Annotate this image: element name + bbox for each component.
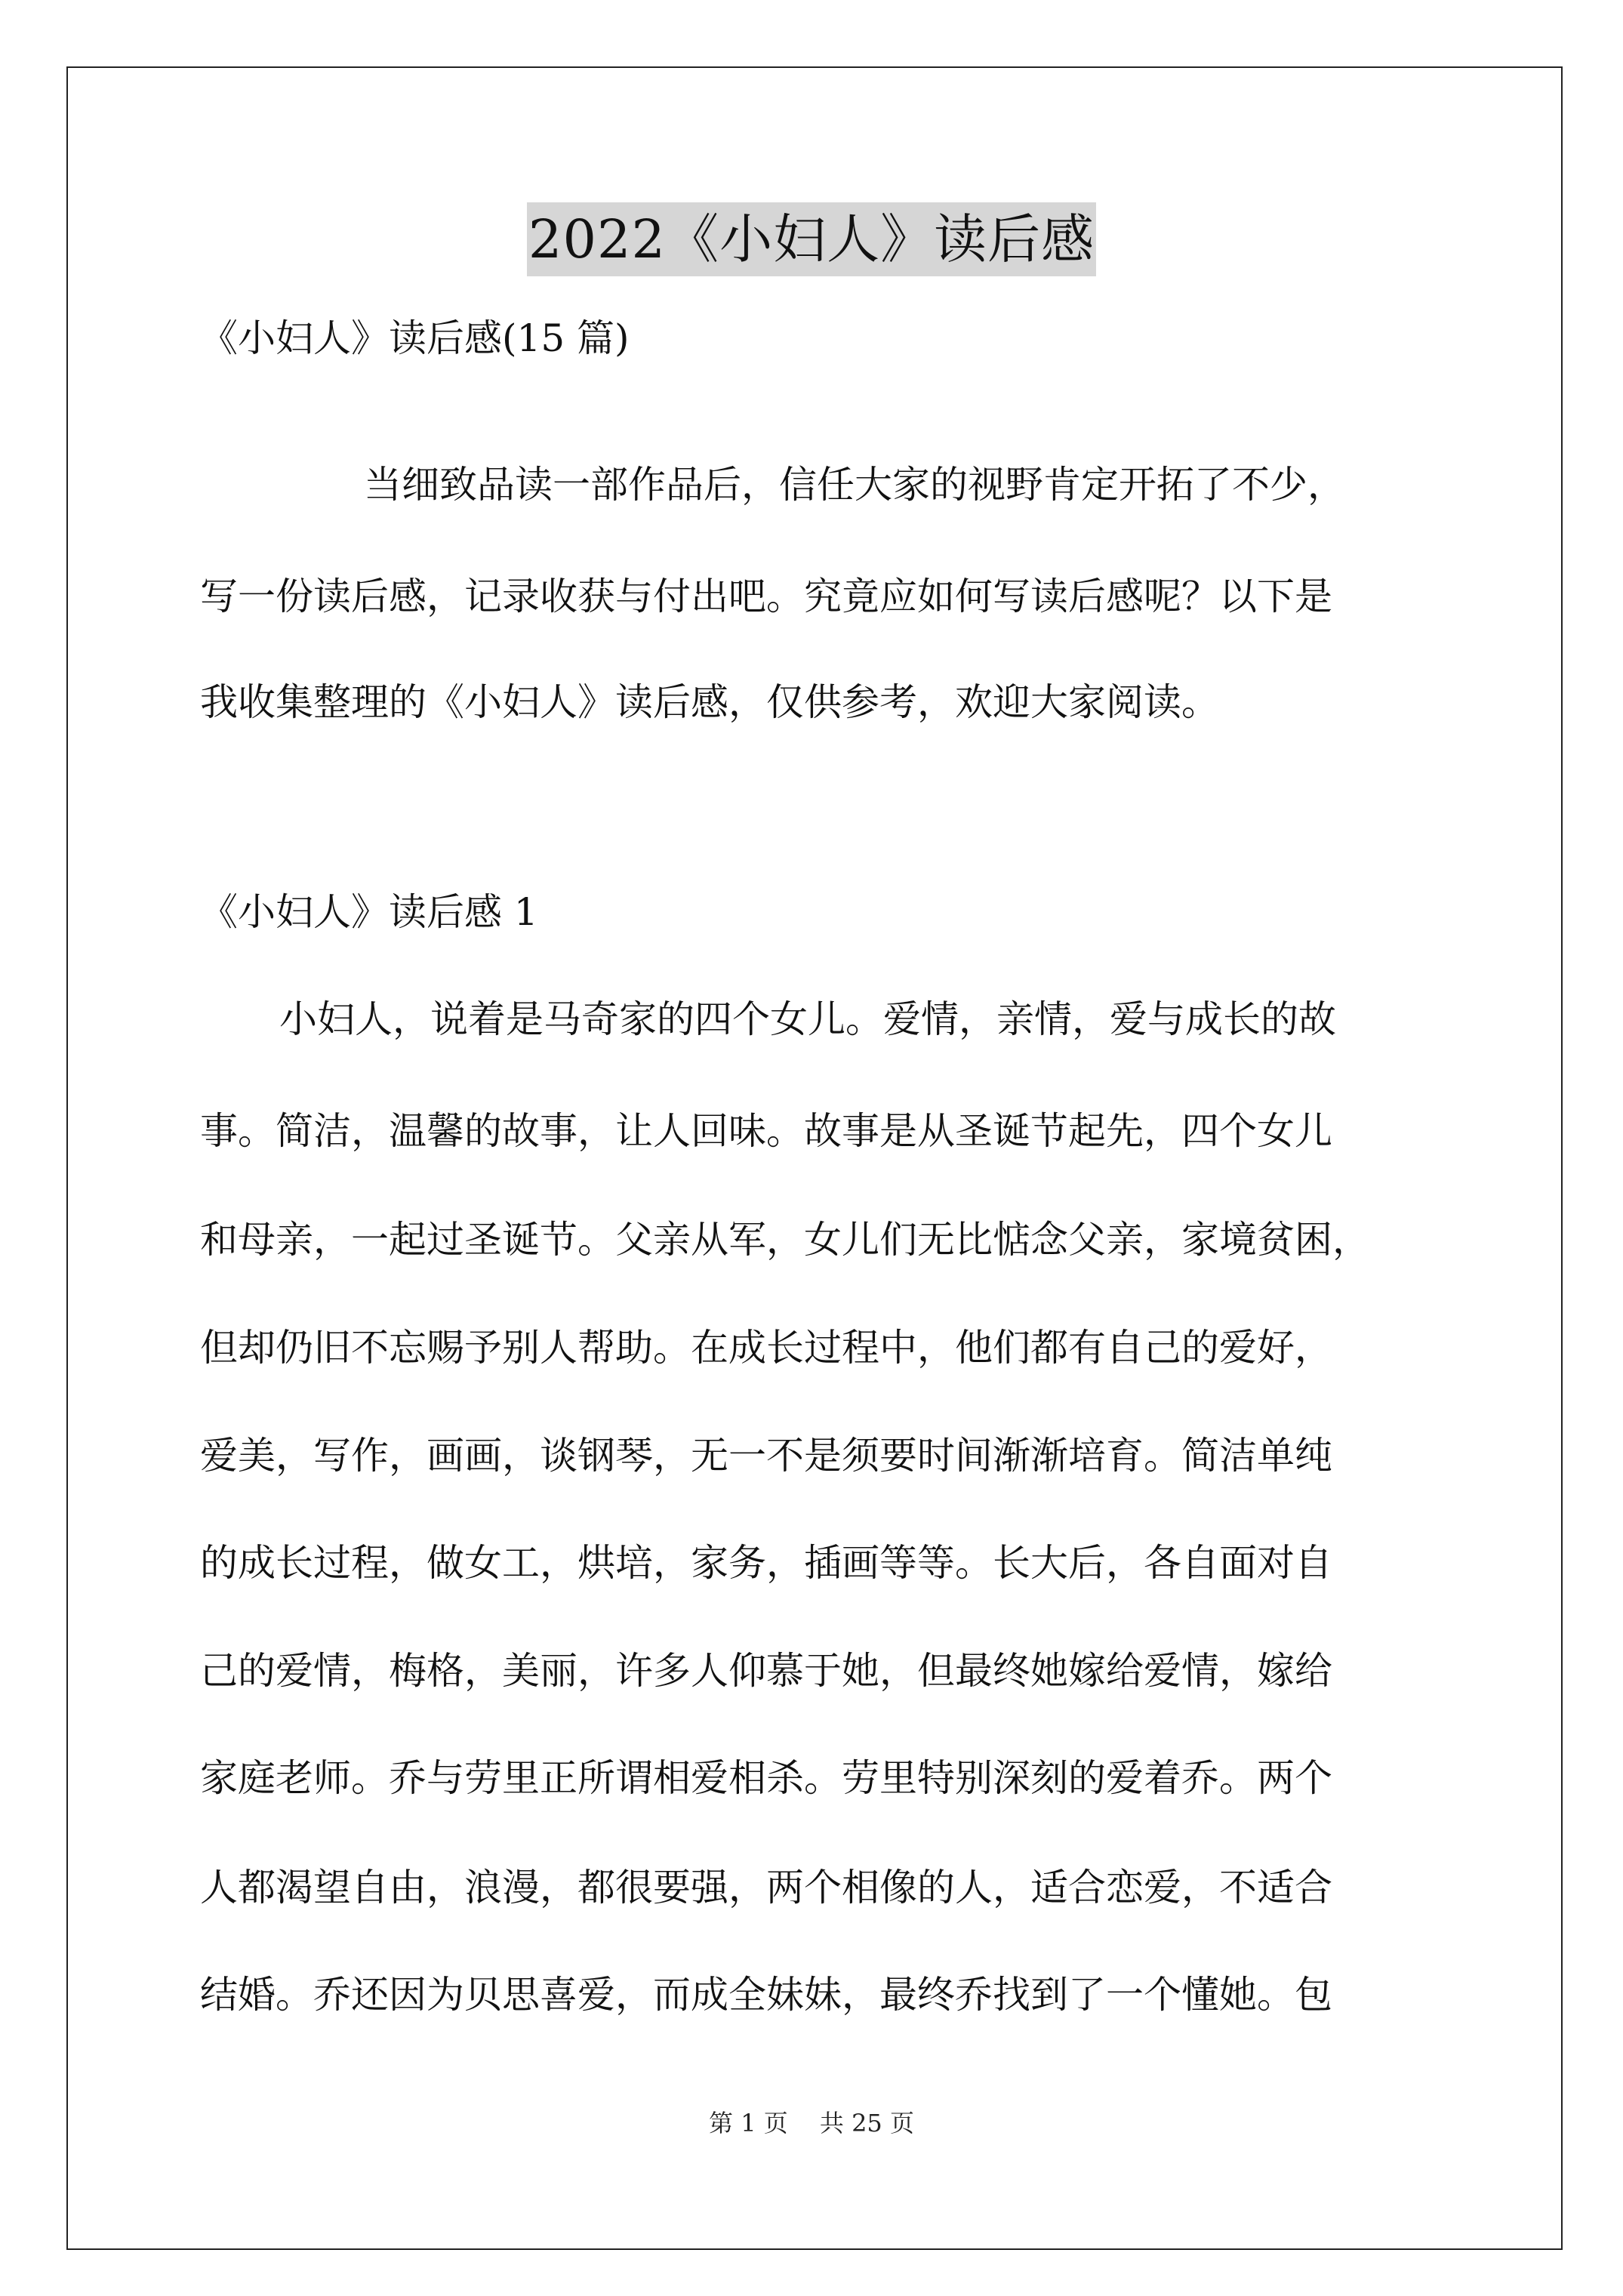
page-number-footer: 第 1 页 共 25 页: [709, 2109, 914, 2137]
section-heading: 《小妇人》读后感 1: [200, 890, 538, 934]
title-container: [0, 202, 1623, 276]
body-line: 己的爱情，梅格，美丽，许多人仰慕于她，但最终她嫁给爱情，嫁给: [200, 1649, 1332, 1693]
body-line: 爱美，写作，画画，谈钢琴，无一不是须要时间渐渐培育。简洁单纯: [200, 1434, 1332, 1478]
intro-line: 当细致品读一部作品后，信任大家的视野肯定开拓了不少，: [364, 463, 1345, 507]
intro-line: 我收集整理的《小妇人》读后感，仅供参考，欢迎大家阅读。: [200, 680, 1219, 724]
body-line: 人都渴望自由，浪漫，都很要强，两个相像的人，适合恋爱，不适合: [200, 1866, 1332, 1909]
body-line: 家庭老师。乔与劳里正所谓相爱相杀。劳里特别深刻的爱着乔。两个: [200, 1756, 1332, 1800]
body-line: 小妇人，说着是马奇家的四个女儿。爱情，亲情，爱与成长的故: [279, 997, 1336, 1041]
body-line: 事。简洁，温馨的故事，让人回味。故事是从圣诞节起先，四个女儿: [200, 1109, 1332, 1153]
document-title: 2022《小妇人》读后感: [527, 202, 1096, 276]
page-border: [66, 66, 1563, 2250]
intro-line: 写一份读后感，记录收获与付出吧。究竟应如何写读后感呢？以下是: [200, 575, 1332, 618]
body-line: 结婚。乔还因为贝思喜爱，而成全妹妹，最终乔找到了一个懂她。包: [200, 1973, 1332, 2017]
body-line: 的成长过程，做女工，烘培，家务，插画等等。长大后，各自面对自: [200, 1541, 1332, 1585]
document-subtitle: 《小妇人》读后感(15 篇): [200, 316, 630, 360]
body-line: 和母亲，一起过圣诞节。父亲从军，女儿们无比惦念父亲，家境贫困，: [200, 1218, 1370, 1262]
body-line: 但却仍旧不忘赐予别人帮助。在成长过程中，他们都有自己的爱好，: [200, 1326, 1332, 1370]
